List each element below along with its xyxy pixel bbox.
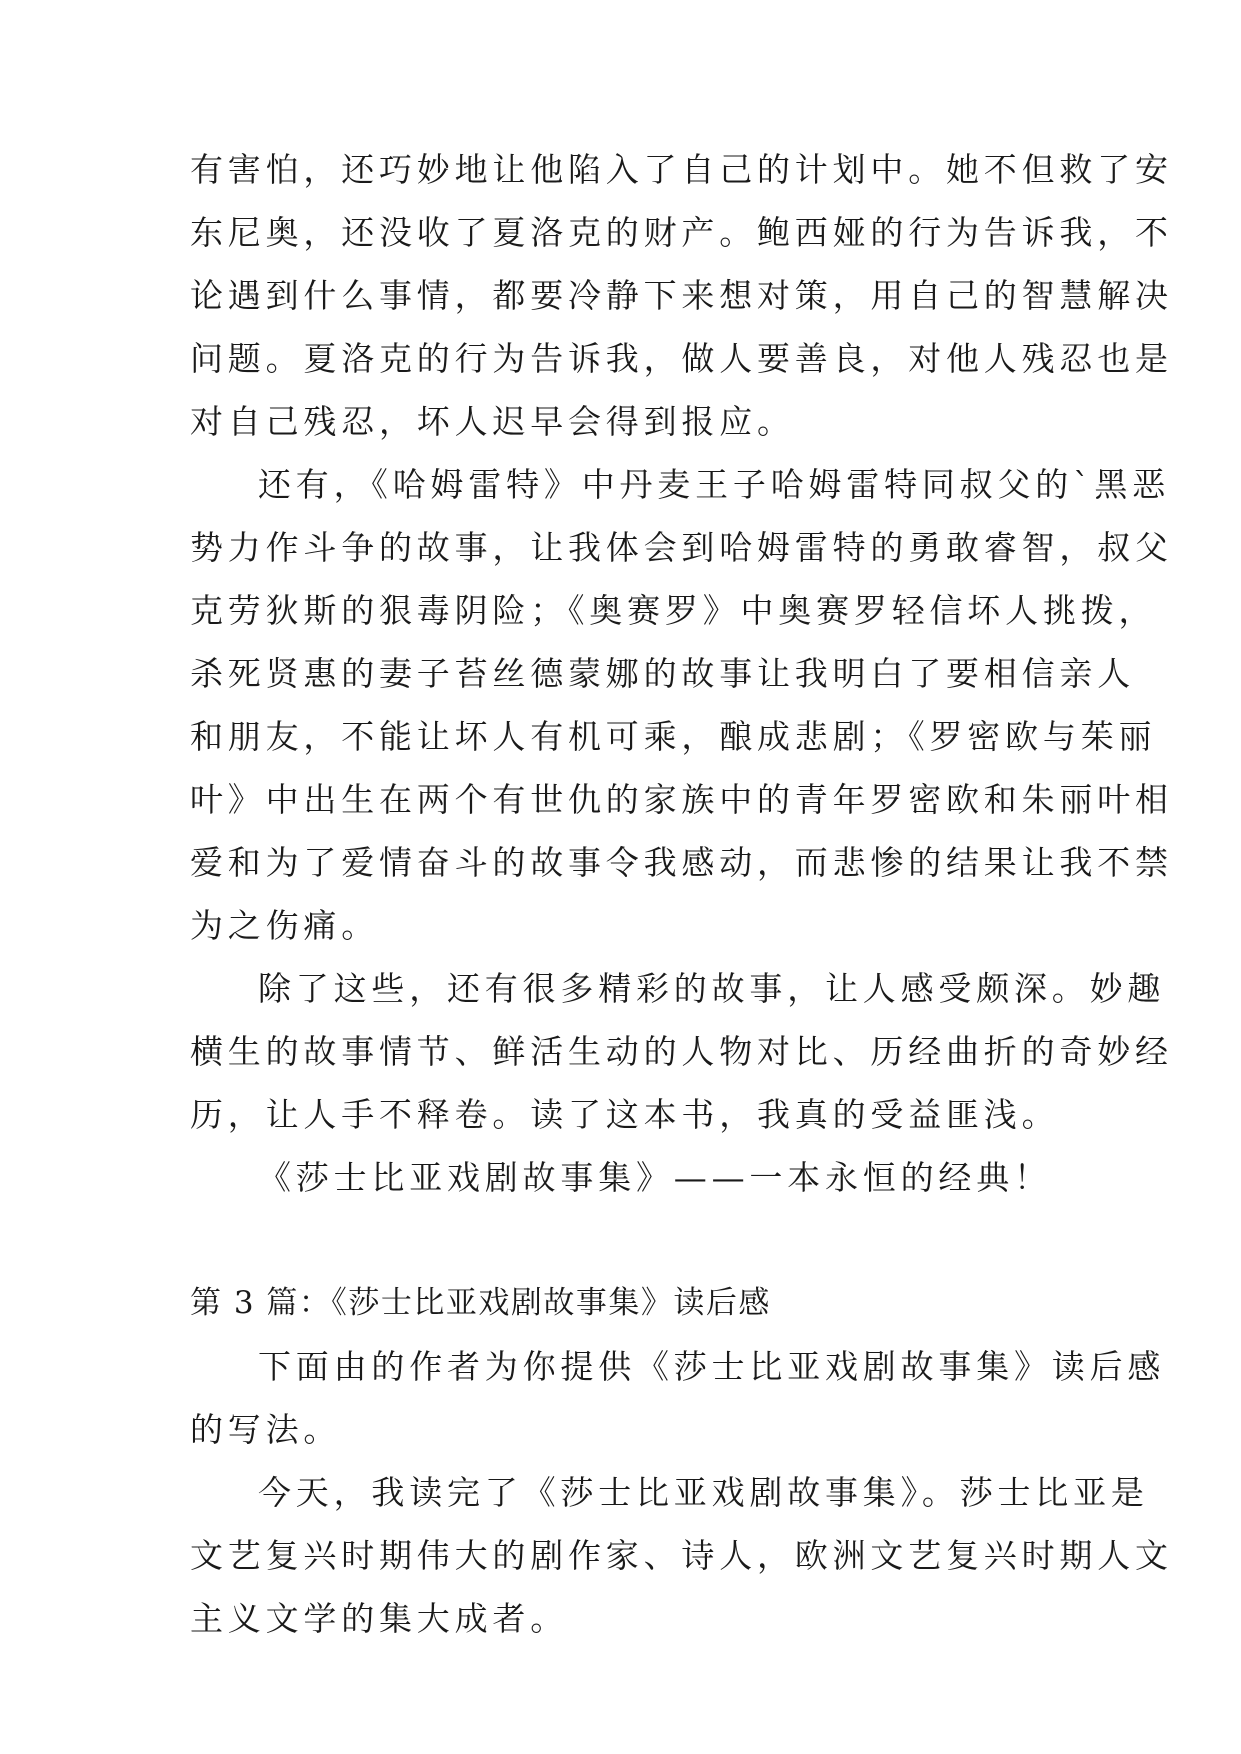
text-line: 横生的故事情节、鲜活生动的人物对比、历经曲折的奇妙经 [190, 1032, 1173, 1071]
text-line: 爱和为了爱情奋斗的故事令我感动，而悲惨的结果让我不禁 [190, 843, 1173, 882]
section-heading [190, 1272, 1050, 1335]
text-line: 历，让人手不释卷。读了这本书，我真的受益匪浅。 [190, 1095, 1060, 1134]
text-line: 杀死贤惠的妻子苔丝德蒙娜的故事让我明白了要相信亲人 [190, 654, 1135, 693]
text-line: 克劳狄斯的狠毒阴险；《奥赛罗》中奥赛罗轻信坏人挑拨， [190, 591, 1157, 630]
text-line: 今天，我读完了《莎士比亚戏剧故事集》。莎士比亚是 [258, 1473, 1149, 1512]
text-line: 还有，《哈姆雷特》中丹麦王子哈姆雷特同叔父的`黑恶 [258, 465, 1170, 504]
text-line: 势力作斗争的故事，让我体会到哈姆雷特的勇敢睿智，叔父 [190, 528, 1173, 567]
text-line: 文艺复兴时期伟大的剧作家、诗人，欧洲文艺复兴时期人文 [190, 1536, 1173, 1575]
text-line: 问题。夏洛克的行为告诉我，做人要善良，对他人残忍也是 [190, 339, 1173, 378]
text-line: 为之伤痛。 [190, 906, 379, 945]
text-line: 的写法。 [190, 1410, 342, 1449]
text-line: 《莎士比亚戏剧故事集》——一本永恒的经典！ [258, 1158, 1052, 1197]
text-line: 主义文学的集大成者。 [190, 1599, 568, 1638]
paragraph-shakespeare [190, 1461, 1173, 1650]
text-line: 对自己残忍，坏人迟早会得到报应。 [190, 402, 795, 441]
paragraph-continuation [190, 138, 1173, 453]
paragraph-hamlet [190, 453, 1173, 957]
blank-line [190, 1209, 1050, 1272]
text-line: 和朋友，不能让坏人有机可乘，酿成悲剧；《罗密欧与茱丽 [190, 717, 1157, 756]
text-line: 有害怕，还巧妙地让他陷入了自己的计划中。她不但救了安 [190, 150, 1173, 189]
text-line: 叶》中出生在两个有世仇的家族中的青年罗密欧和朱丽叶相 [190, 780, 1173, 819]
paragraph-other-stories [190, 957, 1173, 1146]
text-line: 下面由的作者为你提供《莎士比亚戏剧故事集》读后感 [258, 1347, 1166, 1386]
paragraph-conclusion [190, 1146, 1050, 1209]
heading-text: 第 3 篇：《莎士比亚戏剧故事集》读后感 [190, 1285, 771, 1321]
text-line: 除了这些，还有很多精彩的故事，让人感受颇深。妙趣 [258, 969, 1166, 1008]
text-line: 论遇到什么事情，都要冷静下来想对策，用自己的智慧解决 [190, 276, 1173, 315]
document-body [190, 138, 1173, 1650]
text-line: 东尼奥，还没收了夏洛克的财产。鲍西娅的行为告诉我，不 [190, 213, 1173, 252]
paragraph-intro [190, 1335, 1166, 1461]
